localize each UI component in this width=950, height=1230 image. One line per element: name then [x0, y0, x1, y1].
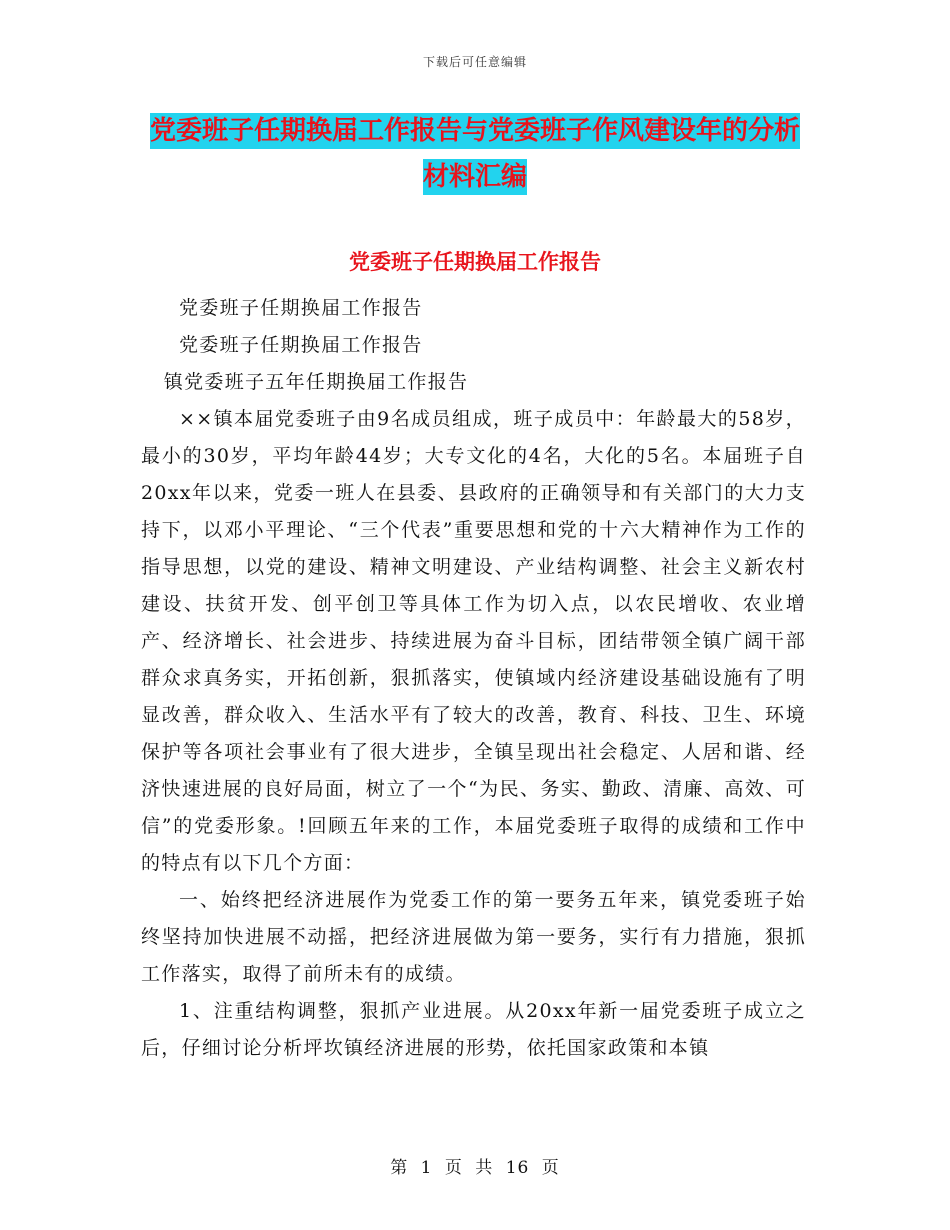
header-note: 下载后可任意编辑 [422, 55, 527, 69]
paragraph: 1、注重结构调整，狠抓产业进展。从20xx年新一届党委班子成立之后，仔细讨论分析坪坎镇经济进展的形势，依托国家政策和本镇 [141, 1000, 806, 1059]
document-body [141, 290, 806, 1067]
paragraph: ××镇本届党委班子由9名成员组成，班子成员中：年龄最大的58岁，最小的30岁，平均年龄44岁；大专文化的4名，大化的5名。本届班子自20xx年以来，党委一班人在县委、县政府的正确领导和有关部门的大力支持下，以邓小平理论、“三个代表”重要思想和党的十六大精神作为工作的指导思想，以党的建设、精神文明建设、产业结构调整、社会主义新农村建设、扶贫开发、创平创卫等具体工作为切入点，以农民增收、农业增产、经济增长、社会进步、持续进展为奋斗目标，团结带领全镇广阔干部群众求真务实，开拓创新，狠抓落实，使镇域内经济建设基础设施有了明显改善，群众收入、生活水平有了较大的改善，教育、科技、卫生、环境保护等各项社会事业有了很大进步，全镇呈现出社会稳定、人居和谐、经济快速进展的良好局面，树立了一个“为民、务实、勤政、清廉、高效、可信”的党委形象。!回顾五年来的工作，本届党委班子取得的成绩和工作中的特点有以下几个方面： [141, 408, 806, 874]
paragraph: 党委班子任期换届工作报告 [179, 334, 423, 356]
page-footer: 第 1 页 共 16 页 [390, 1158, 560, 1178]
section-title: 党委班子任期换届工作报告 [349, 250, 601, 274]
paragraph: 一、始终把经济进展作为党委工作的第一要务五年来，镇党委班子始终坚持加快进展不动摇，把经济进展做为第一要务，实行有力措施，狠抓工作落实，取得了前所未有的成绩。 [141, 889, 806, 985]
paragraph: 镇党委班子五年任期换届工作报告 [163, 371, 469, 393]
paragraph: 党委班子任期换届工作报告 [179, 297, 423, 319]
document-title-text: 党委班子任期换届工作报告与党委班子作风建设年的分析材料汇编 [150, 113, 800, 195]
document-title [140, 108, 810, 200]
